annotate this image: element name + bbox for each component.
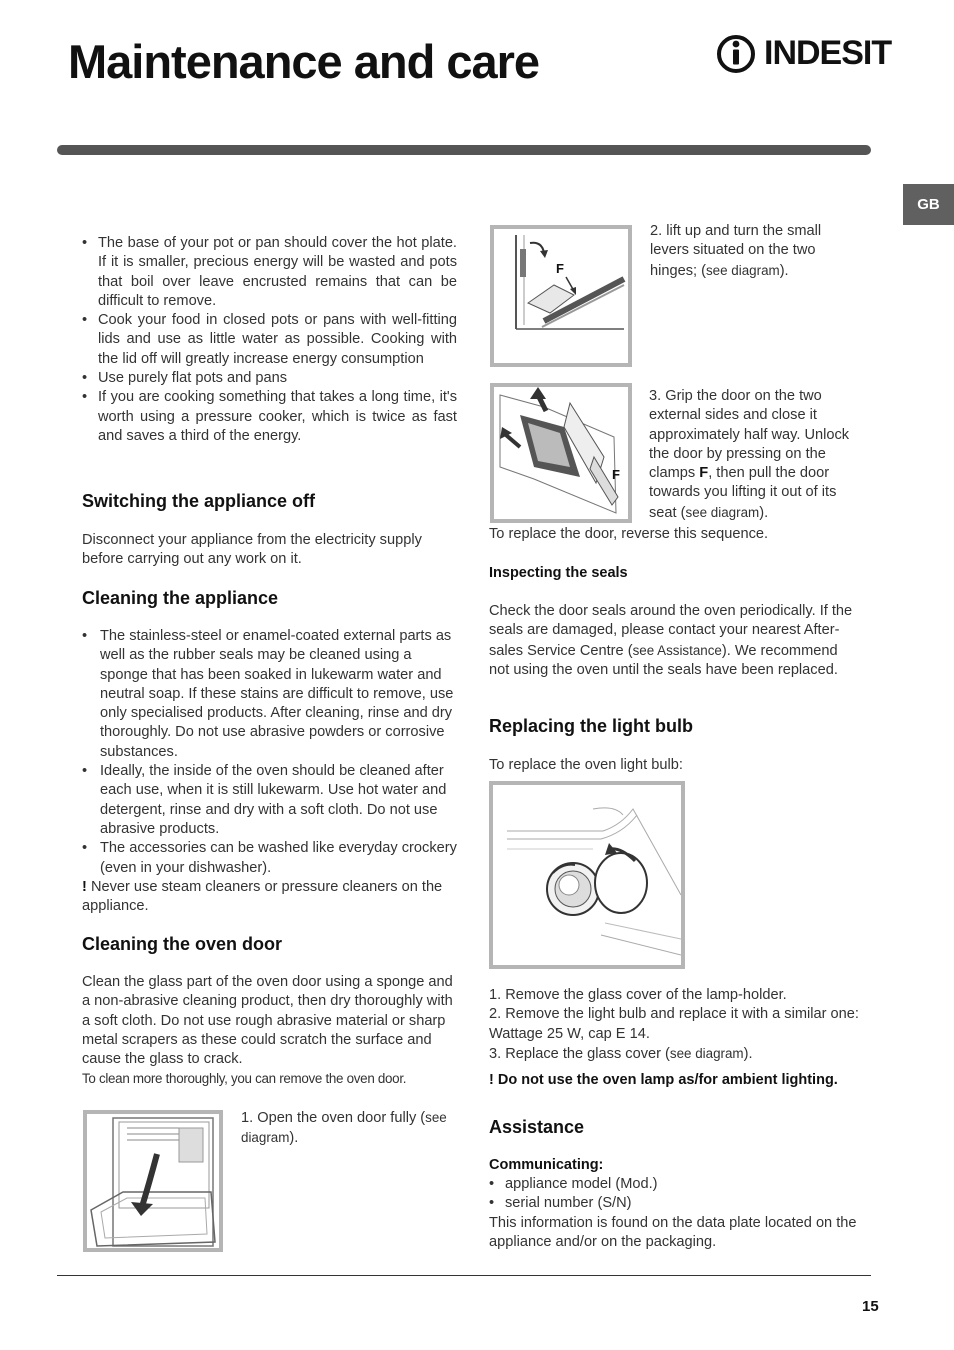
- brand-logo: [716, 30, 892, 78]
- switching-off-heading: Switching the appliance off: [82, 491, 316, 511]
- list-item: • The base of your pot or pan should cover the hot plate. If it is smaller, precious energy will be wasted and pots that boil over leave encrusted remains that can be difficult to remove.: [82, 234, 457, 311]
- list-item: • appliance model (Mod.): [489, 1175, 864, 1194]
- assistance-list: [489, 1175, 864, 1252]
- page-number: 15: [862, 1298, 879, 1315]
- light-bulb-steps: [489, 986, 864, 1064]
- list-item: • If you are cooking something that takes a long time, it's worth using a pressure cooker, which is twice as fast and saves a third of the energy.: [82, 388, 457, 446]
- steam-cleaner-warning: ! Never use steam cleaners or pressure cleaners on the appliance.: [82, 878, 443, 915]
- open-door-diagram: [83, 1110, 223, 1252]
- list-item: • Use purely flat pots and pans: [82, 369, 457, 388]
- language-tab: GB: [903, 184, 954, 225]
- footer-divider: [57, 1275, 871, 1276]
- door-removal-diagram: [490, 383, 632, 523]
- door-step-1: 1. Open the oven door fully (see diagram).: [241, 1110, 447, 1147]
- assistance-text: This information is found on the data plate located on the appliance and/or on the packaging.: [489, 1214, 857, 1250]
- seals-heading: Inspecting the seals: [489, 565, 628, 581]
- door-replace-text: To replace the door, reverse this sequence.: [489, 526, 769, 542]
- list-item: • The stainless-steel or enamel-coated external parts as well as the rubber seals may be cleaned using a sponge that has been soaked in lukewarm water and neutral soap. If these stains are difficult to remove, use only specialised products. After cleaning, rinse and dry thoroughly. Do not use abrasive powders or corrosive substances.: [82, 627, 457, 762]
- door-step-3: 3. Grip the door on the two external sides and close it approximately half way. Unlock the door by pressing on the clamps F, then pull the door towards you lifting it out of its seat (see diagram).: [649, 388, 850, 521]
- oven-door-text: Clean the glass part of the oven door using a sponge and a non-abrasive cleaning product, then dry thoroughly with a soft cloth. Do not use rough abrasive material or sharp metal scrapers as these could scratch the surface and cause the glass to crack.: [82, 974, 453, 1068]
- header-divider: [57, 145, 871, 155]
- energy-tips: [82, 234, 457, 446]
- lamp-warning: ! Do not use the oven lamp as/for ambient lighting.: [489, 1072, 838, 1088]
- hinge-lever-diagram: [490, 225, 632, 367]
- cleaning-appliance-heading: Cleaning the appliance: [82, 588, 279, 608]
- cleaning-appliance-list: [82, 627, 457, 916]
- clamp-label: F: [556, 261, 564, 276]
- list-item: • Cook your food in closed pots or pans with well-fitting lids and use as little water as possible. Cooking with the lid off will greatly increase energy consumption: [82, 311, 457, 369]
- light-bulb-heading: Replacing the light bulb: [489, 716, 693, 736]
- door-step-2: 2. lift up and turn the small levers situated on the two hinges; (see diagram).: [650, 223, 822, 279]
- switching-off-text: Disconnect your appliance from the electricity supply before carrying out any work on it.: [82, 532, 422, 568]
- light-bulb-intro: To replace the oven light bulb:: [489, 757, 683, 773]
- clamp-label: F: [612, 467, 620, 482]
- list-item: 3. Replace the glass cover (see diagram).: [489, 1045, 753, 1062]
- oven-door-note: To clean more thoroughly, you can remove the oven door.: [82, 1071, 407, 1087]
- seals-text: Check the door seals around the oven periodically. If the seals are damaged, please contact your nearest After-sales Service Centre (see Assistance). We recommend not using the oven until the seals have been replaced.: [489, 603, 853, 678]
- light-bulb-diagram: [489, 781, 685, 969]
- brand-name: INDESIT: [764, 34, 892, 72]
- list-item: • The accessories can be washed like everyday crockery (even in your dishwasher).: [82, 839, 457, 878]
- list-item: 2. Remove the light bulb and replace it with a similar one: Wattage 25 W, cap E 14.: [489, 1006, 859, 1042]
- assistance-heading: Assistance: [489, 1117, 585, 1137]
- list-item: • Ideally, the inside of the oven should be cleaned after each use, when it is still lukewarm. Use hot water and detergent, rinse and dry with a soft cloth. Do not use abrasive products.: [82, 762, 457, 839]
- list-item: • serial number (S/N): [489, 1194, 864, 1213]
- assistance-subheading: Communicating:: [489, 1157, 604, 1173]
- oven-door-heading: Cleaning the oven door: [82, 934, 283, 954]
- page-title: Maintenance and care: [68, 35, 540, 88]
- list-item: 1. Remove the glass cover of the lamp-holder.: [489, 987, 787, 1003]
- indesit-logo-icon: [716, 30, 764, 78]
